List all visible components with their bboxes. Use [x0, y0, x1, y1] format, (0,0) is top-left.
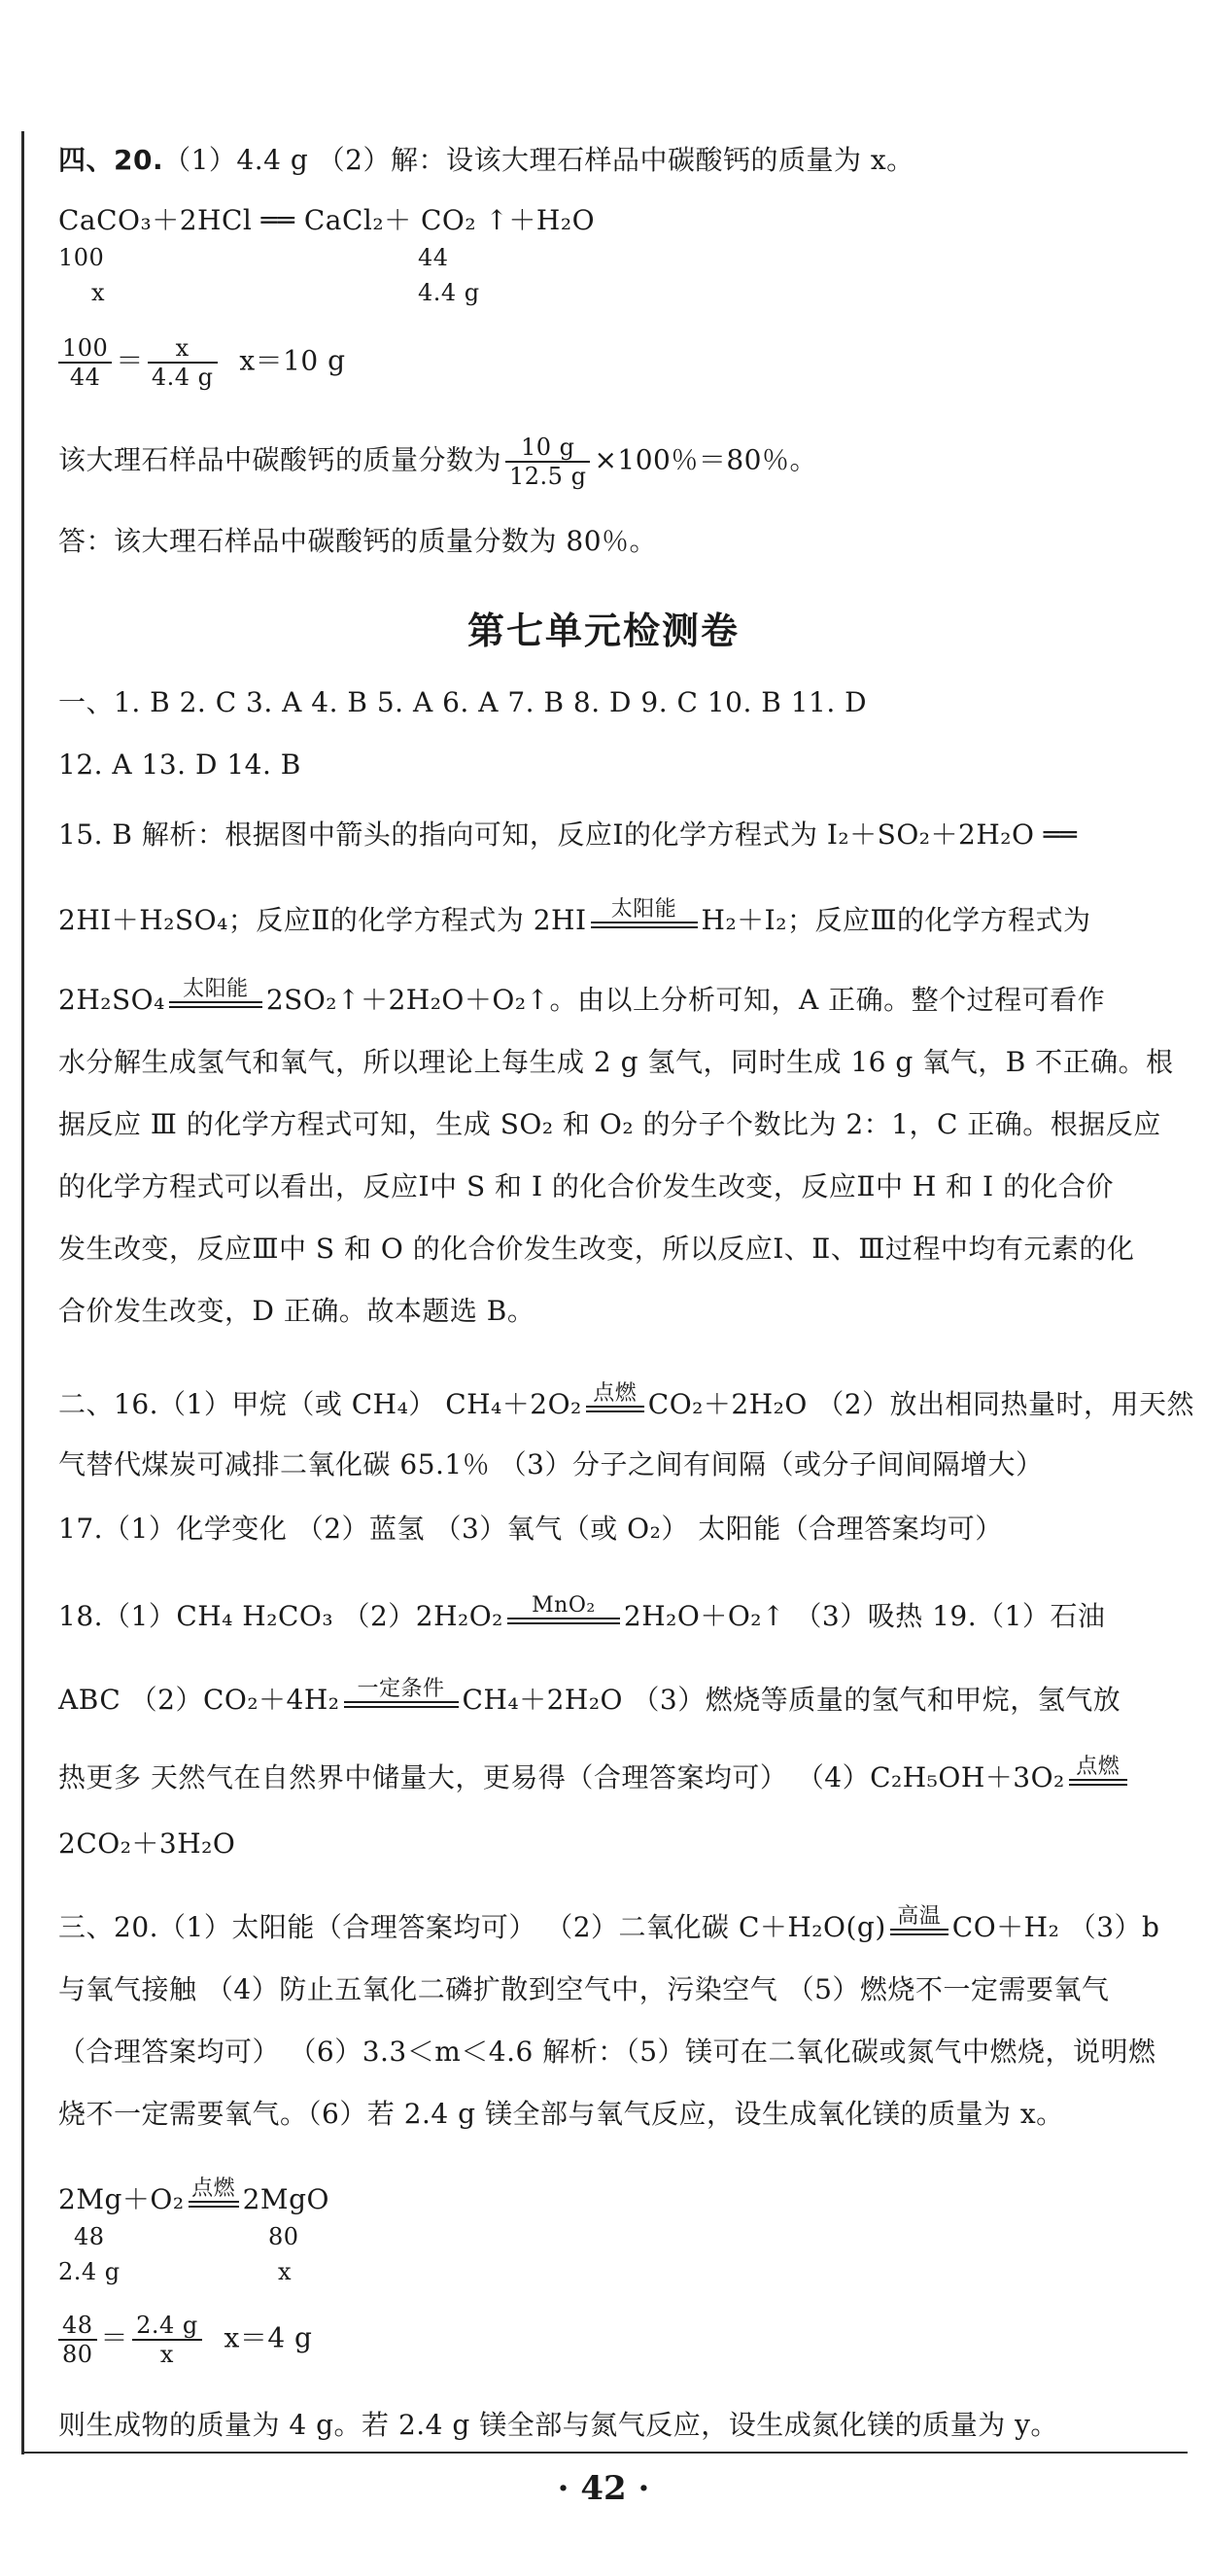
q20-line-2: 与氧气接触 （4）防止五氧化二磷扩散到空气中，污染空气 （5）燃烧不一定需要氧气: [58, 1973, 1110, 2005]
q15-line-1: 15. B 解析：根据图中箭头的指向可知，反应Ⅰ的化学方程式为 I₂＋SO₂＋2H₂O ══: [58, 818, 1078, 851]
q15-line-3: 2H₂SO₄ 太阳能 2SO₂↑＋2H₂O＋O₂↑。由以上分析可知，A 正确。整个过程可看作: [58, 977, 1106, 1016]
condition-solar-2: 太阳能: [169, 978, 262, 1008]
answer-line: 答：该大理石样品中碳酸钙的质量分数为 80％。: [58, 525, 658, 557]
q18-line: 18.（1）CH₄ H₂CO₃ （2）2H₂O₂ MnO₂ 2H₂O＋O₂↑ （3）吸热 19.（1）石油: [58, 1593, 1106, 1632]
mc-answers-2: 12. A 13. D 14. B: [58, 748, 301, 781]
left-margin-rule: [21, 131, 24, 2454]
q15-line-4: 水分解生成氢气和氧气，所以理论上每生成 2 g 氢气，同时生成 16 g 氧气，B 不正确。根: [58, 1046, 1174, 1078]
fraction-2.4-x: $\frac{2.4 g}{x}$: [132, 2312, 202, 2368]
q15-line-5: 据反应 Ⅲ 的化学方程式可知，生成 SO₂ 和 O₂ 的分子个数比为 2：1，C 正确。根据反应: [58, 1108, 1161, 1140]
condition-ignite: 点燃: [586, 1382, 644, 1412]
fraction-100-44: $\frac{100}{44}$: [58, 334, 112, 391]
q17-line: 17.（1）化学变化 （2）蓝氢 （3）氧气（或 O₂） 太阳能（合理答案均可）: [58, 1513, 1003, 1545]
q20-part-line: 四、20.（1）4.4 g （2）解：设该大理石样品中碳酸钙的质量为 x。: [58, 144, 914, 176]
q16-line-2: 气替代煤炭可减排二氧化碳 65.1％ （3）分子之间有间隔（或分子间间隔增大）: [58, 1448, 1044, 1480]
condition-high-temp: 高温: [890, 1905, 948, 1935]
proportion-1: $\frac{100}{44}$ ＝ $\frac{x}{4.4 g}$ x＝10 g: [54, 334, 346, 391]
final-line: 则生成物的质量为 4 g。若 2.4 g 镁全部与氮气反应，设生成氮化镁的质量为 y。: [58, 2409, 1058, 2441]
equation-mgo: 2Mg＋O₂ 点燃 2MgO: [58, 2176, 329, 2215]
fraction-x-4.4: $\frac{x}{4.4 g}$: [148, 334, 218, 391]
equation-caco3: CaCO₃＋2HCl ══ CaCl₂＋ CO₂ ↑＋H₂O: [58, 204, 596, 236]
q19-line-1: ABC （2）CO₂＋4H₂ 一定条件 CH₄＋2H₂O （3）燃烧等质量的氢气和甲烷，氢气放: [58, 1677, 1121, 1716]
mgo-ratio-row-1: 48 80: [74, 2223, 299, 2250]
condition-solar: 太阳能: [591, 898, 698, 928]
q15-line-6: 的化学方程式可以看出，反应Ⅰ中 S 和 I 的化合价发生改变，反应Ⅱ中 H 和 I 的化合价: [58, 1170, 1115, 1202]
section-title: 第七单元检测卷: [466, 609, 740, 652]
q15-line-7: 发生改变，反应Ⅲ中 S 和 O 的化合价发生改变，所以反应Ⅰ、Ⅱ、Ⅲ过程中均有元素的化: [58, 1233, 1135, 1265]
q19-line-3: 2CO₂＋3H₂O: [58, 1828, 236, 1860]
page-number: · 42 ·: [557, 2469, 650, 2508]
condition-catalyst: 一定条件: [344, 1678, 459, 1708]
fraction-48-80: $\frac{48}{80}$: [58, 2312, 97, 2368]
fraction-10-12.5: $\frac{10 g}{12.5 g}$: [505, 434, 590, 490]
q16-line-1: 二、16.（1）甲烷（或 CH₄） CH₄＋2O₂ 点燃 CO₂＋2H₂O （2）放出相同热量时，用天然: [58, 1381, 1195, 1420]
q15-line-8: 合价发生改变，D 正确。故本题选 B。: [58, 1295, 535, 1327]
q20-line-3: （合理答案均可） （6）3.3＜m＜4.6 解析：（5）镁可在二氧化碳或氮气中燃烧，说明燃: [58, 2036, 1156, 2068]
condition-ignite-2: 点燃: [1069, 1756, 1127, 1786]
mgo-ratio-row-2: 2.4 g x: [58, 2258, 293, 2285]
condition-ignite-3: 点燃: [189, 2177, 239, 2208]
bottom-rule: [21, 2452, 1188, 2454]
condition-mno2: MnO₂: [507, 1594, 620, 1624]
q20-line-1: 三、20.（1）太阳能（合理答案均可） （2）二氧化碳 C＋H₂O(g) 高温 CO＋H₂ （3）b: [58, 1904, 1160, 1943]
q15-line-2: 2HI＋H₂SO₄；反应Ⅱ的化学方程式为 2HI 太阳能 H₂＋I₂；反应Ⅲ的化学方程式为: [58, 897, 1091, 936]
ratio-row-1: 100 44: [58, 244, 449, 271]
ratio-row-2: x 4.4 g: [91, 279, 480, 306]
proportion-2: $\frac{48}{80}$ ＝ $\frac{2.4 g}{x}$ x＝4 g: [54, 2312, 312, 2368]
mc-answers-1: 一、1. B 2. C 3. A 4. B 5. A 6. A 7. B 8. D 9. C 10. B 11. D: [58, 686, 868, 718]
q19-line-2: 热更多 天然气在自然界中储量大，更易得（合理答案均可） （4）C₂H₅OH＋3O₂ 点燃: [58, 1761, 1131, 1799]
mass-fraction-calc: 该大理石样品中碳酸钙的质量分数为 $\frac{10 g}{12.5 g}$ ×100％＝80％。: [58, 434, 817, 490]
q20-line-4: 烧不一定需要氧气。（6）若 2.4 g 镁全部与氧气反应，设生成氧化镁的质量为 x。: [58, 2098, 1064, 2130]
